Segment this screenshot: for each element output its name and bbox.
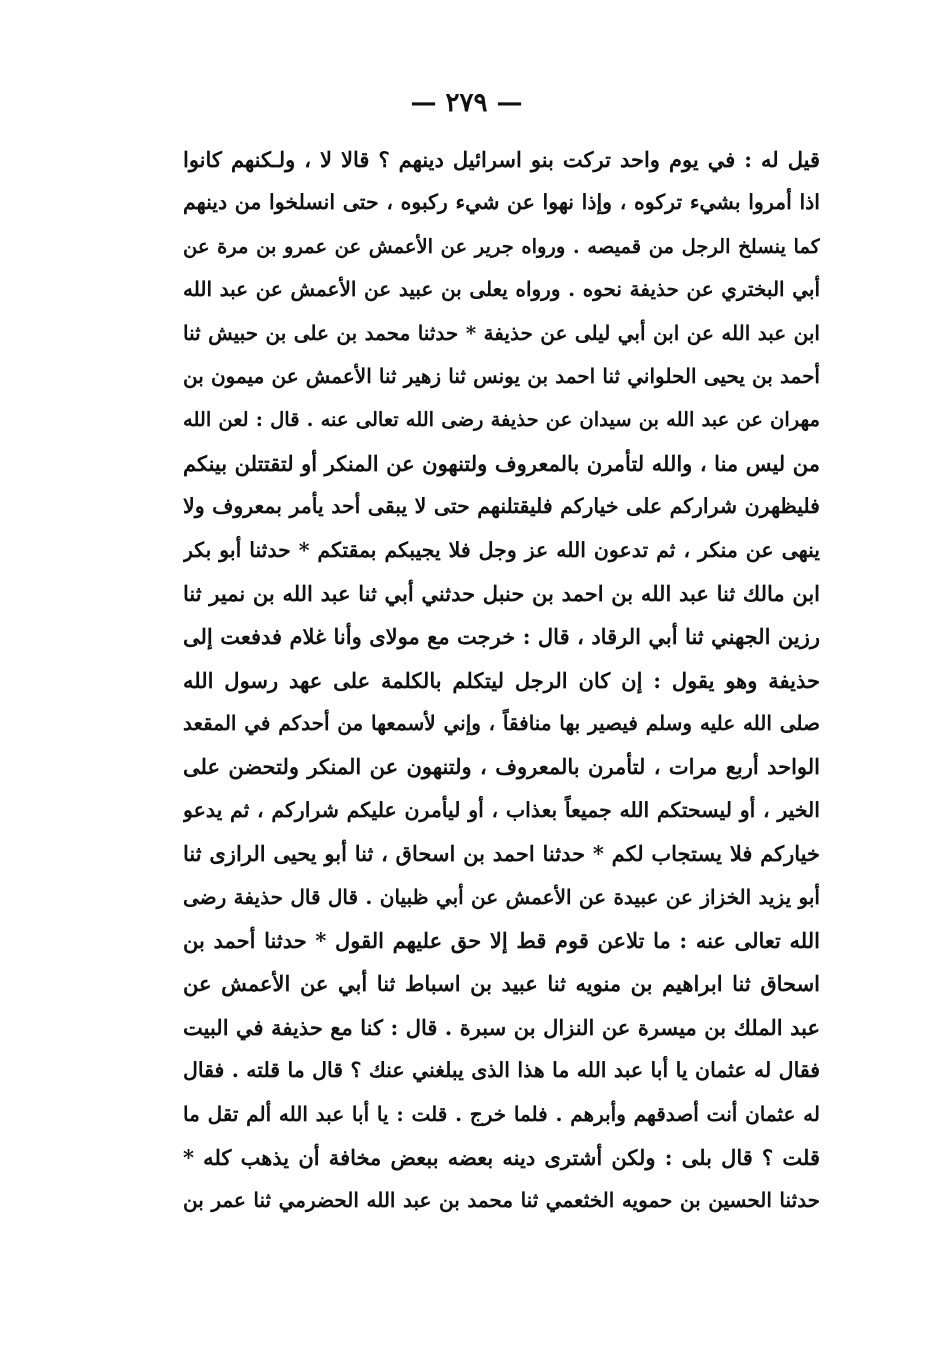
- text-line: مهران عن عبد الله بن سيدان عن حذيفة رضى الله تعالى عنه . قال : لعن الله: [183, 408, 820, 432]
- text-line: من ليس منا ، والله لتأمرن بالمعروف ولتنهون عن المنكر أو لتقتتلن بينكم: [183, 450, 820, 476]
- text-line: الله تعالى عنه : ما تلاعن قوم قط إلا حق عليهم القول * حدثنا أحمد بن: [183, 928, 820, 954]
- text-line: صلى الله عليه وسلم فيصير بها منافقاً ، وإني لأسمعها من أحدكم في المقعد: [183, 711, 820, 736]
- text-line: فقال له عثمان يا أبا عبد الله ما هذا الذى يبلغني عنك ؟ قال ما قلته . فقال: [183, 1058, 820, 1083]
- text-line: أبو يزيد الخزاز عن عبيدة عن الأعمش عن أبي ظبيان . قال قال حذيفة رضى: [183, 884, 820, 909]
- text-line: أبي البختري عن حذيفة نحوه . ورواه يعلى بن عبيد عن الأعمش عن عبد الله: [183, 277, 820, 302]
- text-line: حدثنا الحسين بن حمويه الخثعمي ثنا محمد بن عبد الله الحضرمي ثنا عمر بن: [183, 1188, 820, 1213]
- page-number: — ٢٧٩ —: [410, 88, 523, 118]
- text-line: حذيفة وهو يقول : إن كان الرجل ليتكلم بالكلمة على عهد رسول الله: [183, 667, 820, 693]
- text-line: أحمد بن يحيى الحلواني ثنا احمد بن يونس ثنا زهير ثنا الأعمش عن ميمون بن: [183, 363, 820, 388]
- text-line: له عثمان أنت أصدقهم وأبرهم . فلما خرج . قلت : يا أبا عبد الله ألم تقل ما: [183, 1101, 820, 1126]
- text-line: اذا أمروا بشيء تركوه ، وإذا نهوا عن شيء ركبوه ، حتى انسلخوا من دينهم: [183, 190, 820, 215]
- text-line: عبد الملك بن ميسرة عن النزال بن سبرة . قال : كنا مع حذيفة في البيت: [183, 1014, 820, 1040]
- text-line: الواحد أربع مرات ، لتأمرن بالمعروف ، ولتنهون عن المنكر ولتحضن على: [183, 754, 820, 780]
- text-line: خياركم فلا يستجاب لكم * حدثنا احمد بن اسحاق ، ثنا أبو يحيى الرازى ثنا: [183, 841, 820, 867]
- text-line: ابن مالك ثنا عبد الله بن احمد بن حنبل حدثني أبي ثنا عبد الله بن نمير ثنا: [183, 580, 820, 606]
- text-line: ابن عبد الله عن ابن أبي ليلى عن حذيفة * حدثنا محمد بن على بن حبيش ثنا: [183, 320, 820, 345]
- text-line: رزين الجهني ثنا أبي الرقاد ، قال : خرجت مع مولاى وأنا غلام فدفعت إلى: [183, 624, 820, 650]
- text-line: قيل له : في يوم واحد تركت بنو اسرائيل دينهم ؟ قالا لا ، ولـكنهم كانوا: [183, 147, 820, 172]
- text-line: الخير ، أو ليسحتكم الله جميعاً بعذاب ، أو ليأمرن عليكم شراركم ، ثم يدعو: [183, 797, 820, 822]
- text-line: فليظهرن شراركم على خياركم فليقتلنهم حتى لا يبقى أحد يأمر بمعروف ولا: [183, 494, 820, 519]
- text-line: كما ينسلخ الرجل من قميصه . ورواه جرير عن الأعمش عن عمرو بن مرة عن: [183, 234, 820, 258]
- text-line: اسحاق ثنا ابراهيم بن منويه ثنا عبيد بن اسباط ثنا أبي عن الأعمش عن: [183, 971, 820, 997]
- body-text: [183, 138, 820, 1223]
- text-line: ينهى عن منكر ، ثم تدعون الله عز وجل فلا يجيبكم بمقتكم * حدثنا أبو بكر: [183, 537, 820, 562]
- text-line: قلت ؟ قال بلى : ولكن أشترى دينه بعضه ببعض مخافة أن يذهب كله *: [183, 1144, 820, 1170]
